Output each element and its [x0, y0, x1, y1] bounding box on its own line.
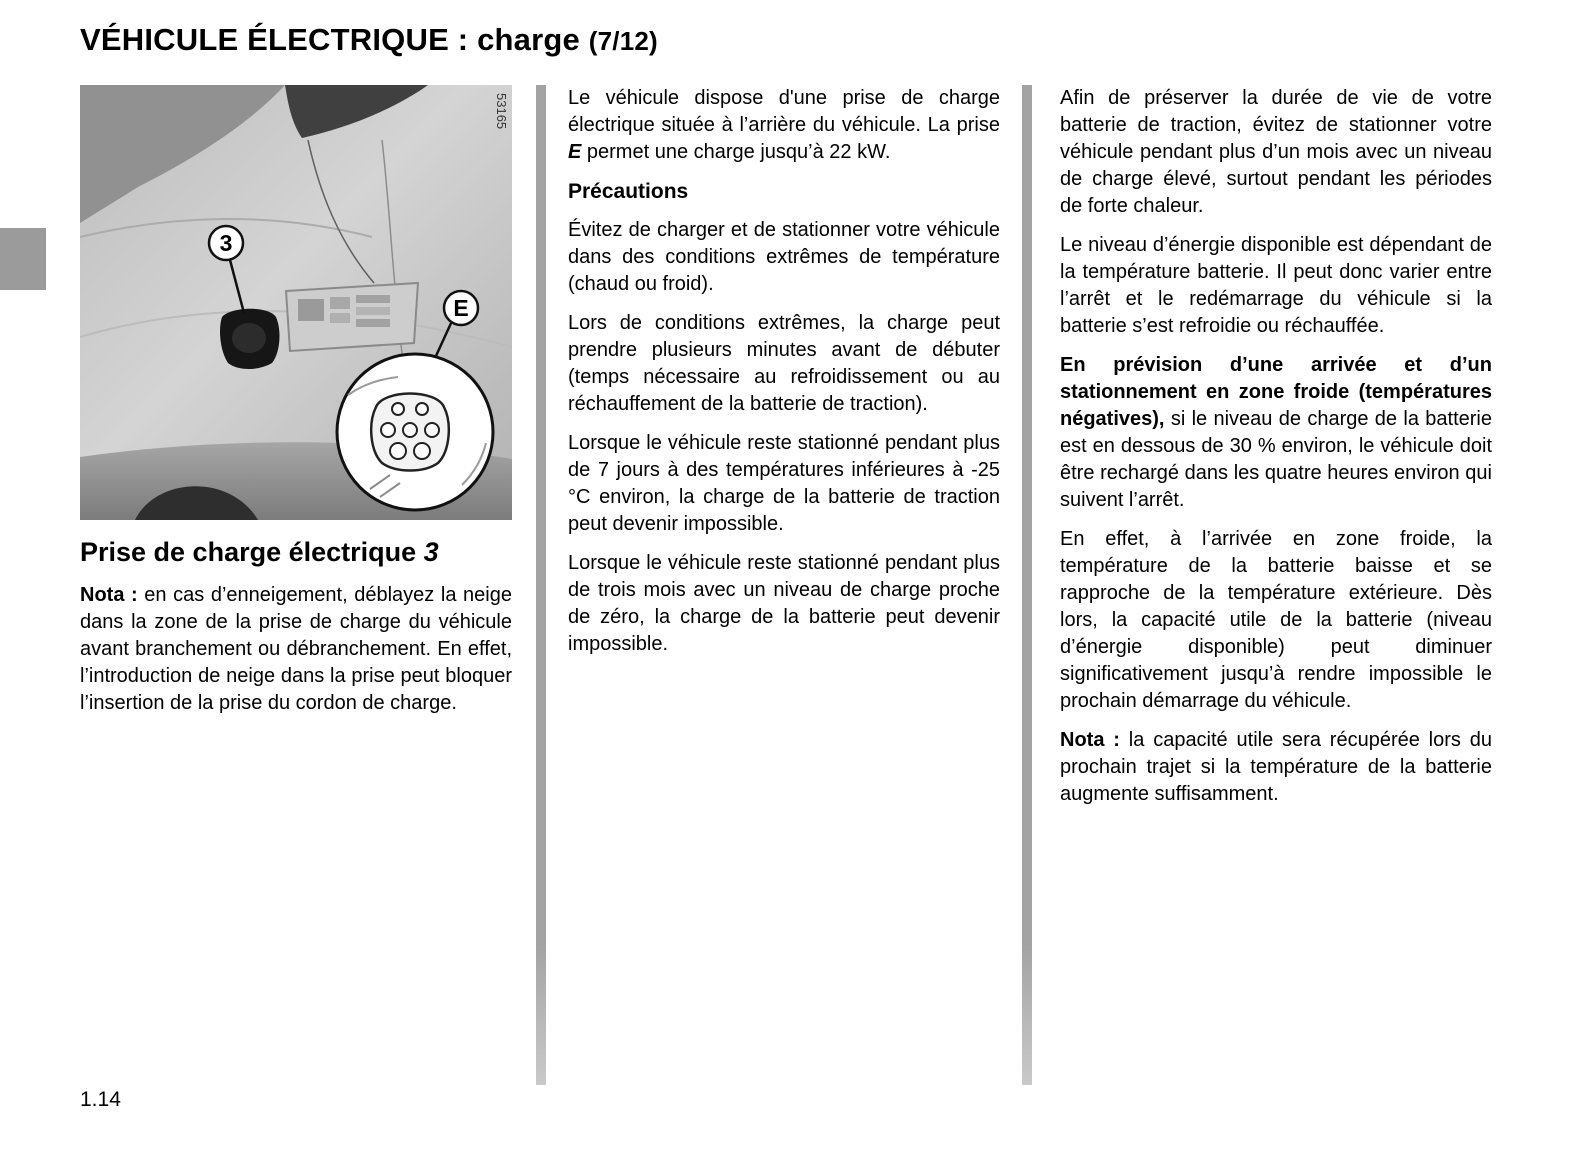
section-edge-tab: [0, 228, 46, 290]
page-title-suffix: (7/12): [588, 26, 658, 56]
intro-paragraph: [568, 85, 1000, 166]
charge-port-flap: [286, 283, 418, 351]
paragraph: Lorsque le véhicule reste stationné pendant plus de 7 jours à des températures inférieures à -25 °C environ, la charge de la batterie de traction peut devenir impossible.: [568, 432, 1000, 535]
paragraph: Évitez de charger et de stationner votre véhicule dans des conditions extrêmes de température (chaud ou froid).: [568, 219, 1000, 295]
page-title: [80, 22, 658, 58]
column-divider: [1022, 85, 1032, 1085]
photo-id: 53165: [494, 93, 509, 130]
callout-3-label: 3: [219, 230, 233, 256]
nota-paragraph: [80, 582, 512, 717]
figure-caption-number: 3: [423, 537, 439, 567]
precautions-heading: Précautions: [568, 180, 689, 203]
paragraph: Afin de préserver la durée de vie de votre batterie de traction, évitez de stationner votre véhicule pendant plus d’un mois avec un niveau de charge élevé, surtout pendant les périodes de forte chaleur.: [1060, 87, 1492, 217]
page-title-main: VÉHICULE ÉLECTRIQUE : charge: [80, 22, 589, 57]
intro-text-1: Le véhicule dispose d'une prise de charge électrique située à l’arrière du véhicule. La prise: [568, 87, 1000, 136]
cold-zone-rest: si le niveau de charge de la batterie est en dessous de 30 % environ, le véhicule doit être rechargé dans les quatre heures environ qui suivent l’arrêt.: [1060, 408, 1492, 511]
right-column: [1060, 85, 1492, 820]
intro-text-2: permet une charge jusqu’à 22 kW.: [581, 141, 891, 163]
paragraph: En effet, à l’arrivée en zone froide, la température de la batterie baisse et se rapproche de la température extérieure. Dès lors, la capacité utile de la batterie (niveau d’énergie disponible) peut diminuer significativement jusqu’à rendre impossible le prochain démarrage du véhicule.: [1060, 528, 1492, 712]
nota-label: Nota :: [1060, 729, 1120, 751]
left-column: [80, 85, 512, 729]
plug-e-ref: E: [568, 141, 582, 163]
charge-port-illustration: [80, 85, 512, 520]
figure-caption: [80, 536, 512, 568]
cold-zone-paragraph: [1060, 352, 1492, 514]
cold-zone-bold: En prévision d’une arrivée et d’un stationnement en zone froide (températures négatives),: [1060, 354, 1492, 430]
nota-text: la capacité utile sera récupérée lors du prochain trajet si la température de la batterie augmente suffisamment.: [1060, 729, 1492, 805]
paragraph: Le niveau d’énergie disponible est dépendant de la température batterie. Il peut donc varier entre l’arrêt et le redémarrage du véhicule si la batterie s’est refroidie ou réchauffée.: [1060, 234, 1492, 337]
column-divider: [536, 85, 546, 1085]
nota-label: Nota :: [80, 584, 138, 606]
charge-port: [220, 309, 279, 369]
paragraph: Lors de conditions extrêmes, la charge peut prendre plusieurs minutes avant de débuter (temps nécessaire au refroidissement ou au réchauffement de la batterie de traction).: [568, 312, 1000, 415]
nota-paragraph: [1060, 727, 1492, 808]
nota-text: en cas d’enneigement, déblayez la neige dans la zone de la prise de charge du véhicule avant branchement ou débranchement. En effet, l’introduction de neige dans la prise peut bloquer l’insertion de la prise du cordon de charge.: [80, 584, 512, 714]
figure-caption-text: Prise de charge électrique: [80, 537, 424, 567]
middle-column: [568, 85, 1000, 670]
callout-e-label: E: [453, 295, 469, 321]
callout-e: [444, 291, 478, 325]
page-number: 1.14: [80, 1088, 121, 1111]
paragraph: Lorsque le véhicule reste stationné pendant plus de trois mois avec un niveau de charge proche de zéro, la charge de la batterie peut devenir impossible.: [568, 552, 1000, 655]
